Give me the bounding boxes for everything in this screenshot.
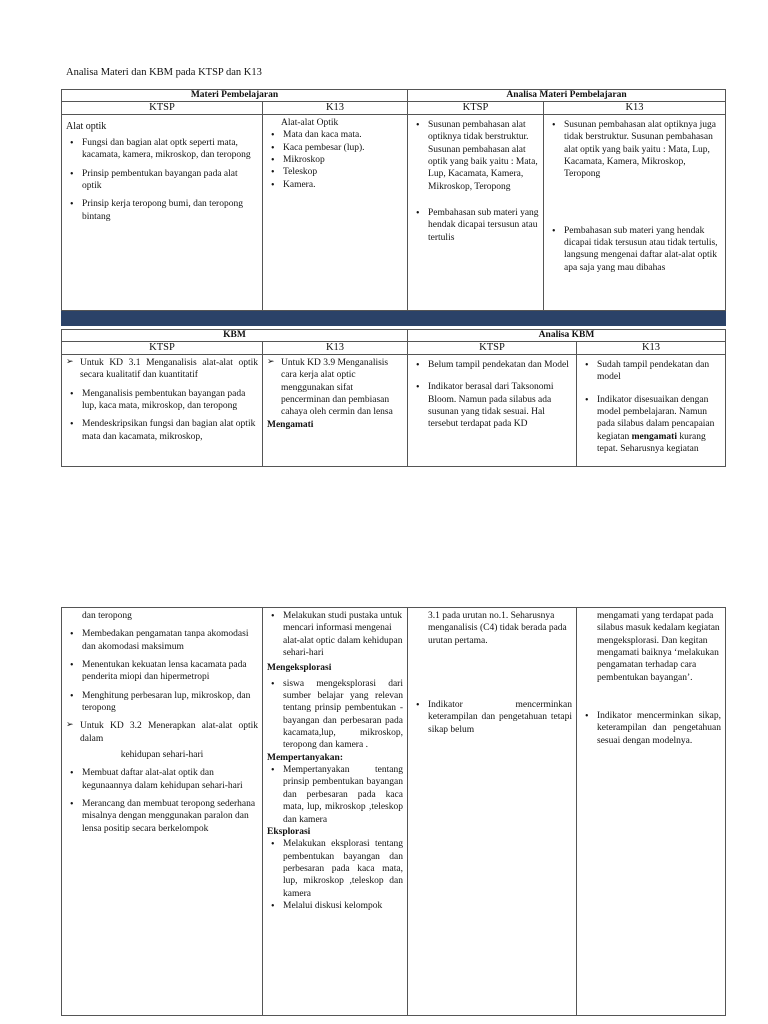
list-item: • Mempertanyakan tentang prinsip pembentukan bayangan dan perbesaran pada kaca mata, lup, mikroskop ,teleskop dan kamera — [283, 764, 403, 826]
cont-text: 3.1 pada urutan no.1. Seharusnya menganalisis (C4) tidak berada pada urutan pertama. — [428, 611, 567, 646]
list-item: • Membedakan pengamatan tanpa akomodasi dan akomodasi maksimum — [82, 628, 258, 653]
eksplorasi-heading: Eksplorasi — [267, 826, 311, 837]
materi-table — [61, 89, 726, 326]
analisa-kbm-k13-cell — [577, 355, 726, 467]
spacer — [581, 684, 721, 710]
analisa-kbm-header: Analisa KBM — [408, 330, 726, 342]
kbm-table — [61, 329, 726, 467]
document-title: Analisa Materi dan KBM pada KTSP dan K13 — [66, 67, 262, 78]
kbm-ktsp-cell — [62, 355, 263, 467]
list-item: • Membuat daftar alat-alat optik dan kegunaannya dalam kehidupan sehari-hari — [82, 767, 258, 792]
mengamati-heading: Mengamati — [267, 419, 314, 430]
mempertanyakan-heading: Mempertanyakan: — [267, 752, 343, 763]
kd-3-2-item: ➢ Untuk KD 3.2 Menerapkan alat-alat optik dalam — [66, 720, 258, 745]
analisa-text: kurang tepat. Seharusnya kegiatan — [597, 431, 706, 455]
list-item: • Susunan pembahasan alat optiknya tidak berstruktur. Susunan pembahasan alat optik yang baik yaitu : Mata, Lup, Kacamata, Kamera, Mikroskop, Teropong — [428, 119, 539, 193]
list-item: • Melakukan eksplorasi tentang pembentukan bayangan dan perbesaran pada kaca mata, lup, mikroskop ,teleskop dan kamera — [283, 838, 403, 900]
col-analisa-ktsp: KTSP — [408, 102, 544, 115]
cont-text: dan teropong — [82, 611, 132, 621]
list-item: • siswa mengeksplorasi dari sumber belajar yang relevan tentang prinsip pembentukan -bayangan dan perbesaran pada kacamata,lup, mikroskop, teropong dan kamera . — [283, 678, 403, 752]
list-item: • Fungsi dan bagian alat optk seperti mata, kacamata, kamera, mikroskop, dan teropong — [82, 137, 258, 162]
list-item: • Melalui diskusi kelompok — [283, 900, 403, 912]
materi-ktsp-intro: Alat optik — [66, 121, 107, 132]
col-analisa-k13: K13 — [577, 342, 726, 355]
list-item: • Susunan pembahasan alat optiknya juga tidak berstruktur. Susunan pembahasan alat optik yang baik yaitu : Mata, Lup, Kacamata, Kamera, Mikroskop, Teropong — [564, 119, 721, 181]
col-ktsp: KTSP — [62, 342, 263, 355]
list-item — [597, 394, 721, 456]
list-item: • Prinsip pembentukan bayangan pada alat optik — [82, 168, 258, 193]
cont-ktsp-cell — [62, 608, 263, 1016]
materi-ktsp-cell — [62, 115, 263, 311]
col-k13: K13 — [263, 342, 408, 355]
kbm-continuation-table — [61, 607, 726, 1016]
cont-text: mengamati yang terdapat pada silabus masuk kedalam kegiatan mengeksplorasi. Dan kegitan mengamati baiknya ‘melakukan pengamatan terhadap cara pembentukan bayangan’. — [597, 611, 720, 683]
list-item: • Menghitung perbesaran lup, mikroskop, dan teropong — [82, 690, 258, 715]
mengeksplorasi-heading: Mengeksplorasi — [267, 663, 332, 674]
list-item: • Indikator berasal dari Taksonomi Bloom. Namun pada silabus ada susunan yang tidak sesuai. Hal tersebut terdapat pada KD — [428, 381, 572, 430]
analisa-kbm-ktsp-cell — [408, 355, 577, 467]
col-analisa-k13: K13 — [544, 102, 726, 115]
materi-header: Materi Pembelajaran — [62, 90, 408, 102]
kd-3-2-continued: kehidupan sehari-hari — [120, 750, 204, 761]
list-item: • Pembahasan sub materi yang hendak dicapai tidak tersusun atau tidak tertulis, langsung mengenai daftar alat-alat optik apa saja yang mau dibahas — [564, 225, 721, 274]
list-item: • Menganalisis pembentukan bayangan pada lup, kaca mata, mikroskop, dan teropong — [82, 388, 258, 413]
spacer — [412, 647, 572, 699]
materi-k13-intro: Alat-alat Optik — [281, 118, 339, 128]
mengamati-bold: mengamati — [631, 431, 677, 442]
list-item: • Belum tampil pendekatan dan Model — [428, 359, 572, 371]
list-item: • Merancang dan membuat teropong sederhana misalnya dengan menggunakan paralon dan lensa positip secara berkelompok — [82, 798, 258, 835]
list-item: • Mata dan kaca mata. — [283, 129, 403, 141]
col-ktsp: KTSP — [62, 102, 263, 115]
list-item: • Kaca pembesar (lup). — [283, 142, 403, 154]
analisa-text: Indikator disesuaikan dengan model pembelajaran. Namun pada silabus dalam pencapaian kegiatan — [597, 394, 715, 442]
list-item: • Teleskop — [283, 166, 403, 178]
list-item: • Prinsip kerja teropong bumi, dan teropong bintang — [82, 198, 258, 223]
col-k13: K13 — [263, 102, 408, 115]
cont-analisa-ktsp-cell — [408, 608, 577, 1016]
col-analisa-ktsp: KTSP — [408, 342, 577, 355]
list-item: • Pembahasan sub materi yang hendak dicapai tersusun atau tertulis — [428, 207, 539, 244]
list-item: • Indikator mencerminkan sikap, keterampilan dan pengetahuan sesuai dengan modelnya. — [597, 710, 721, 747]
list-item: • Indikator mencerminkan keterampilan dan pengetahuan tetapi sikap belum — [428, 699, 572, 736]
kbm-k13-cell — [263, 355, 408, 467]
list-item: • Mendeskripsikan fungsi dan bagian alat optik mata dan kacamata, mikroskop, — [82, 418, 258, 443]
cont-analisa-k13-cell — [577, 608, 726, 1016]
cont-k13-cell — [263, 608, 408, 1016]
kd-3-1-item: ➢ Untuk KD 3.1 Menganalisis alat-alat optik secara kualitatif dan kuantitatif — [66, 357, 258, 382]
list-item: • Melakukan studi pustaka untuk mencari informasi mengenai alat-alat optic dalam kehidupan sehari-hari — [283, 610, 403, 659]
analisa-ktsp-cell — [408, 115, 544, 311]
kd-3-9-item: ➢ Untuk KD 3.9 Menganalisis cara kerja alat optic menggunakan sifat pencerminan dan pembiasan cahaya oleh cermin dan lensa — [267, 357, 403, 419]
section-divider-band — [62, 311, 726, 326]
list-item: • Menentukan kekuatan lensa kacamata pada penderita miopi dan hipermetropi — [82, 659, 258, 684]
analisa-k13-cell — [544, 115, 726, 311]
list-item: • Mikroskop — [283, 154, 403, 166]
kbm-header: KBM — [62, 330, 408, 342]
list-item: • Kamera. — [283, 179, 403, 191]
list-item: • Sudah tampil pendekatan dan model — [597, 359, 721, 384]
analisa-materi-header: Analisa Materi Pembelajaran — [408, 90, 726, 102]
materi-k13-cell — [263, 115, 408, 311]
